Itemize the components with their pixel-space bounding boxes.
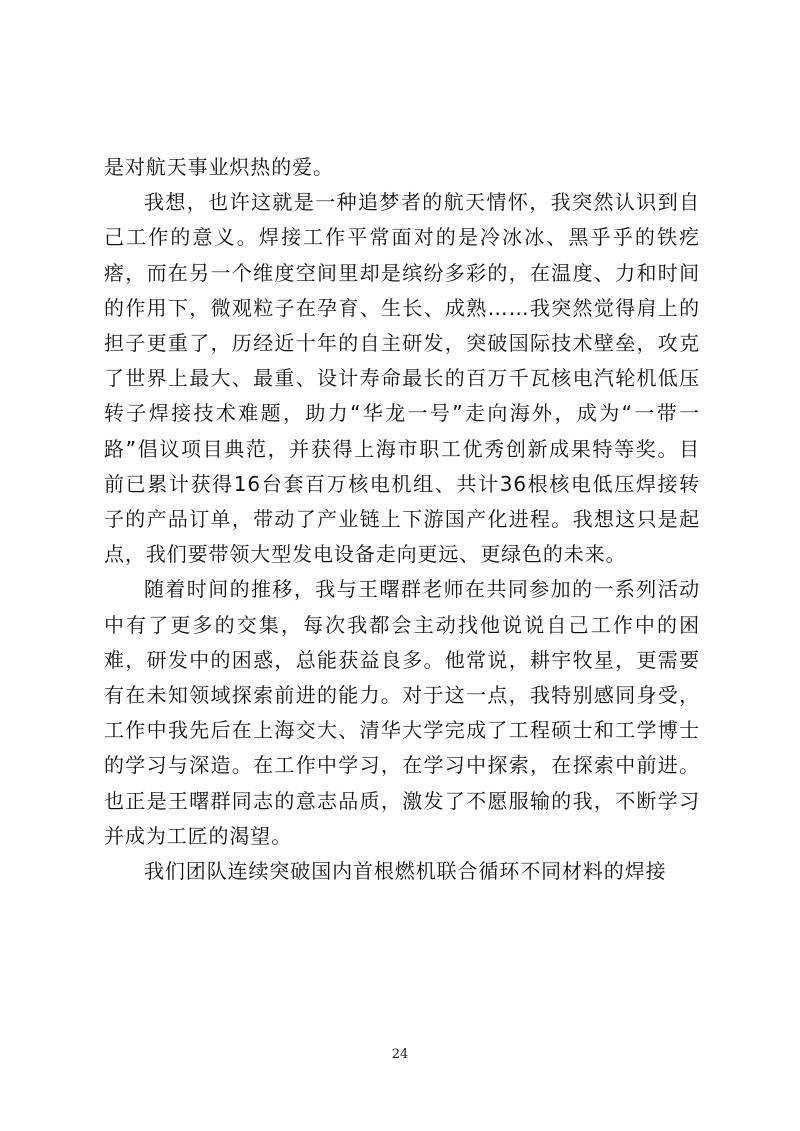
page-number: 24 — [391, 1047, 409, 1062]
paragraph: 我们团队连续突破国内首根燃机联合循环不同材料的焊接 — [144, 859, 667, 884]
paragraph-continuation: 是对航天事业炽热的爱。 — [104, 155, 334, 179]
paragraph: 随着时间的推移，我与王曙群老师在共同参加的一系列活动中有了更多的交集，每次我都会主动找他说说自己工作中的困难，研发中的困惑，总能获益良多。他常说，耕宇牧星，更需要有在未知领域探索前进的能力。对于这一点，我特别感同身受，工作中我先后在上海交大、清华大学完成了工程硕士和工学博士的学习与深造。在工作中学习，在学习中探索，在探索中前进。也正是王曙群同志的意志品质，激发了不愿服输的我，不断学习并成为工匠的渴望。 — [104, 577, 700, 848]
body-text — [104, 150, 700, 889]
paragraph: 我想，也许这就是一种追梦者的航天情怀，我突然认识到自己工作的意义。焊接工作平常面对的是冷冰冰、黑乎乎的铁疙瘩，而在另一个维度空间里却是缤纷多彩的，在温度、力和时间的作用下，微观粒子在孕育、生长、成熟……我突然觉得肩上的担子更重了，历经近十年的自主研发，突破国际技术壁垒，攻克了世界上最大、最重、设计寿命最长的百万千瓦核电汽轮机低压转子焊接技术难题，助力“华龙一号”走向海外，成为“一带一路”倡议项目典范，并获得上海市职工优秀创新成果特等奖。目前已累计获得16台套百万核电机组、共计36根核电低压焊接转子的产品订单，带动了产业链上下游国产化进程。我想这只是起点，我们要带领大型发电设备走向更远、更绿色的未来。 — [104, 190, 700, 567]
